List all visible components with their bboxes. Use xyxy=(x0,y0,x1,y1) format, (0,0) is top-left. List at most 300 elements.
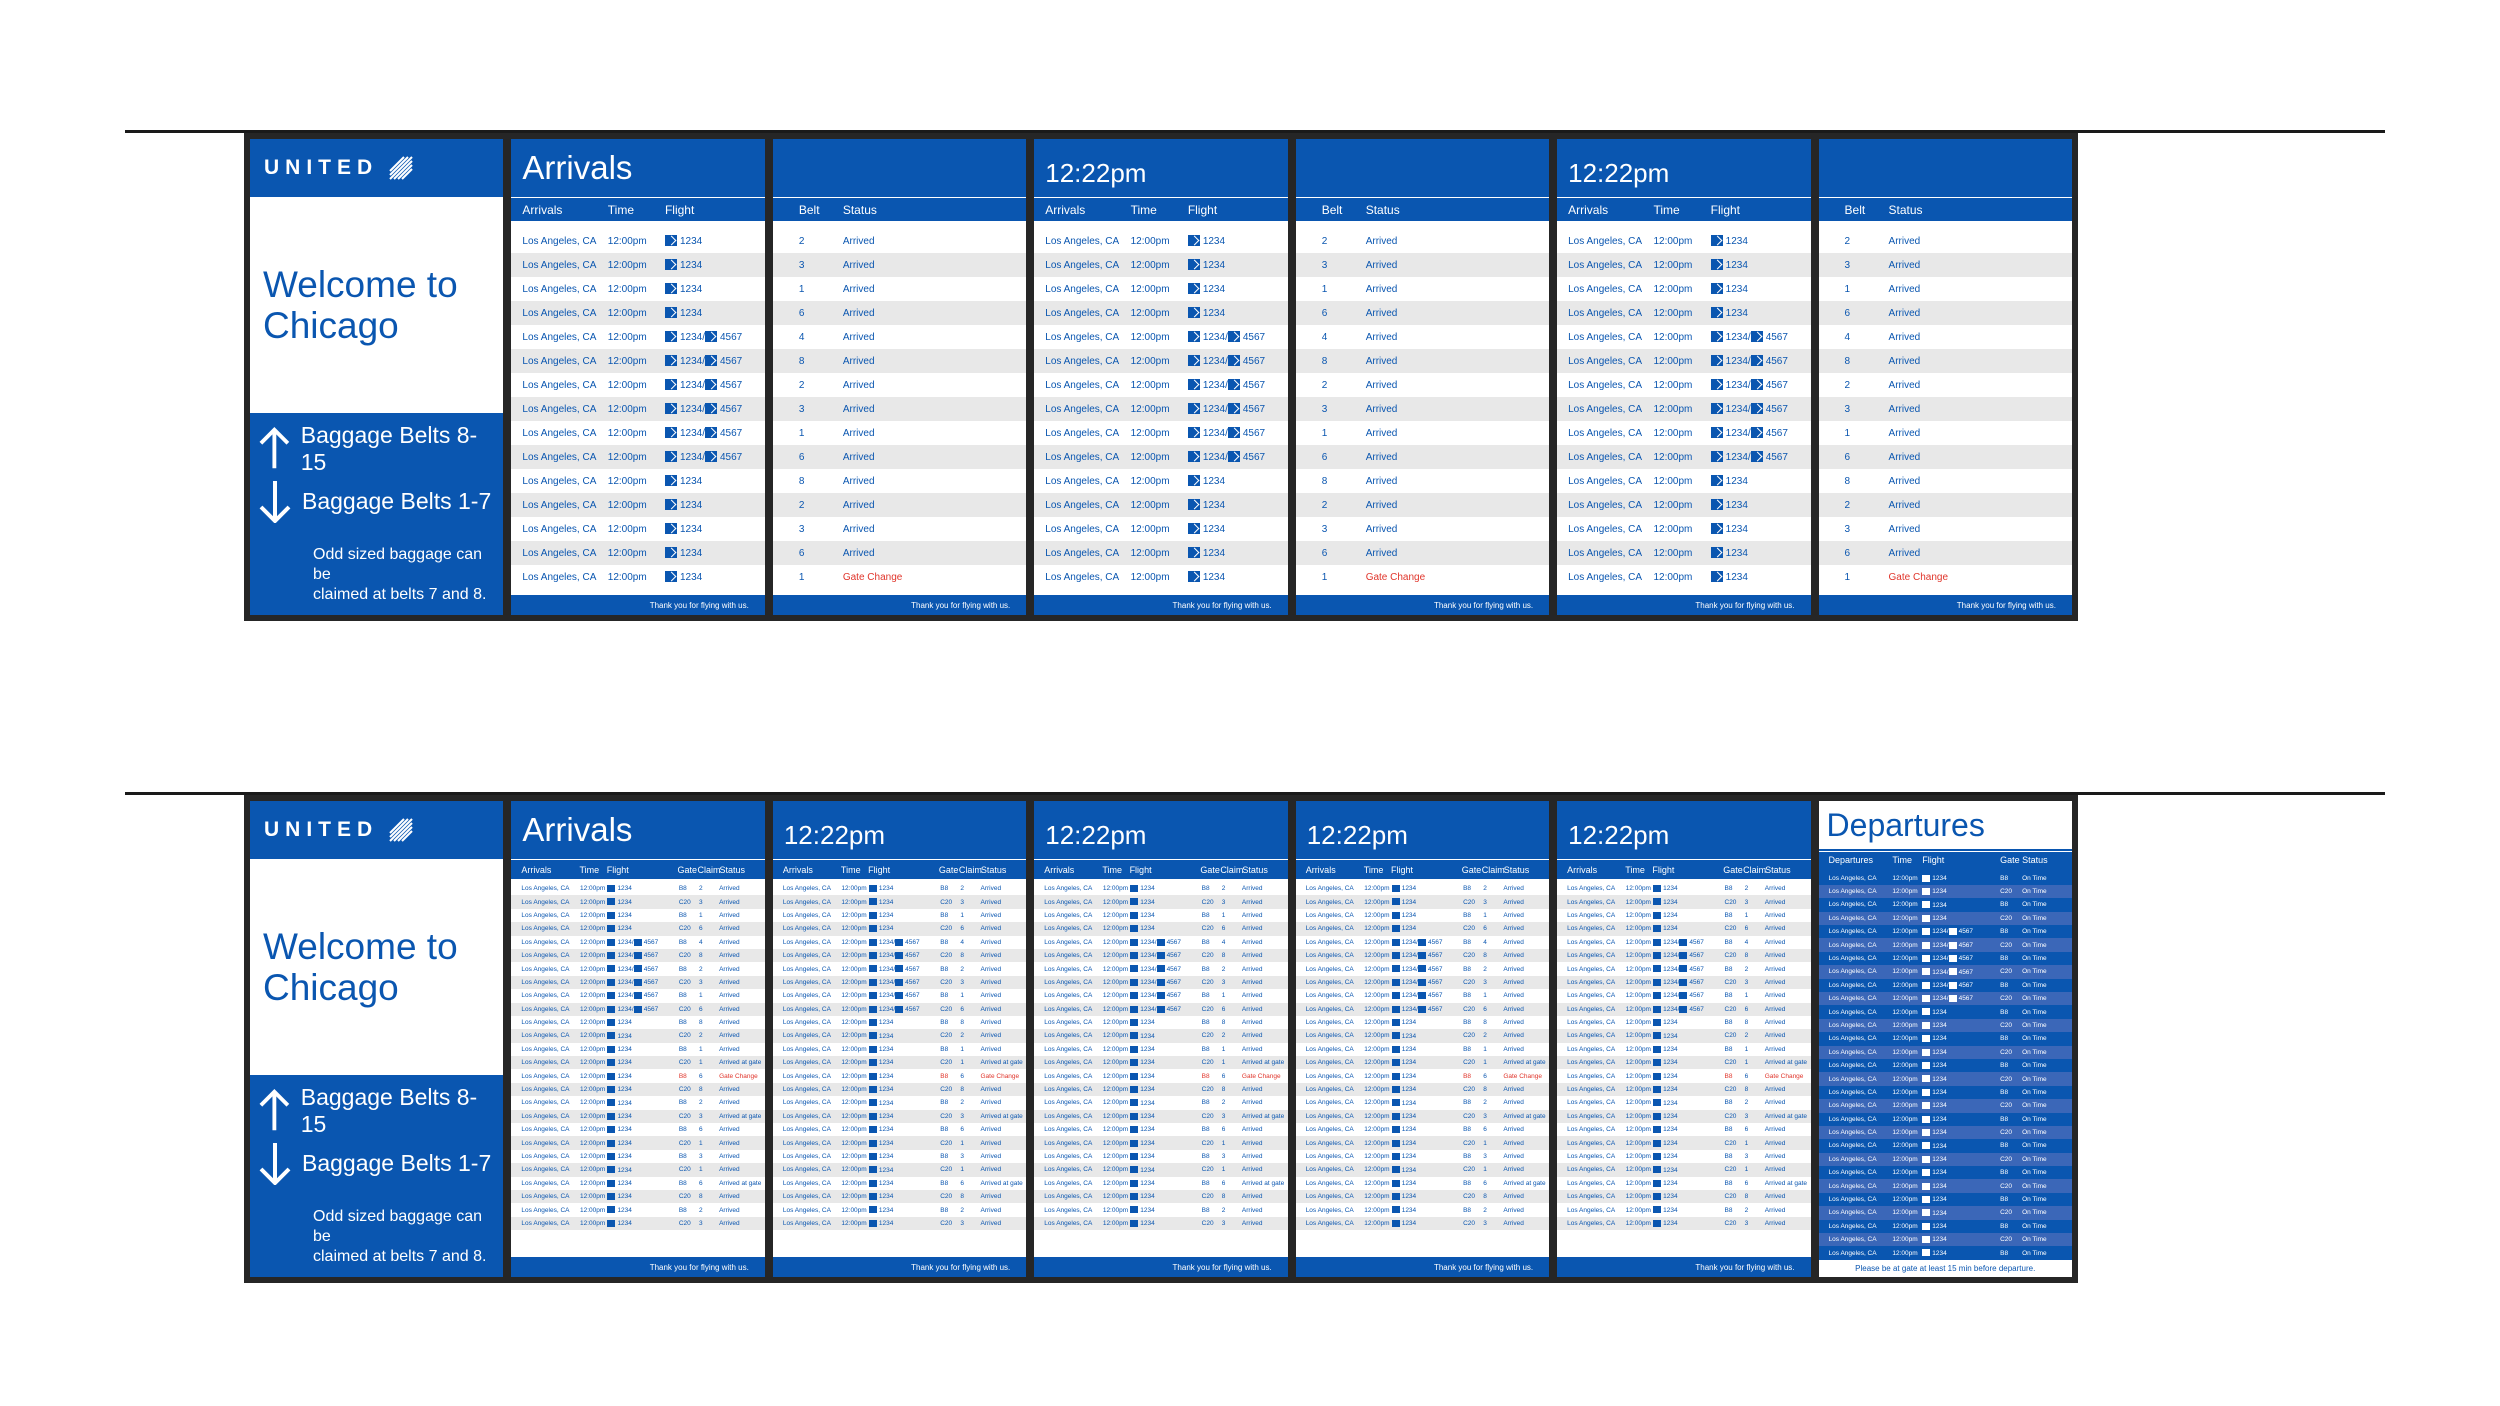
status-cell: Arrived xyxy=(1241,1045,1263,1053)
status-cell: Arrived xyxy=(980,885,1002,893)
united-mini-icon xyxy=(1922,1116,1930,1123)
status-cell: Arrived xyxy=(1241,1206,1263,1214)
united-mini-icon xyxy=(1922,1223,1930,1230)
col-flight: Flight xyxy=(1710,202,1740,217)
table-row xyxy=(773,1096,1026,1109)
claim-cell: 1 xyxy=(1483,1045,1487,1053)
city-cell: Los Angeles, CA xyxy=(1568,307,1643,319)
flight-number-2: 4567 xyxy=(1958,995,1974,1003)
flight-cell xyxy=(665,571,765,582)
table-row xyxy=(1296,989,1549,1002)
united-mini-icon xyxy=(1922,995,1930,1002)
belt-cell: 8 xyxy=(1844,355,1851,367)
belt-cell: 2 xyxy=(1321,499,1328,511)
time-cell: 12:00pm xyxy=(1364,925,1390,933)
claim-cell: 3 xyxy=(1221,1219,1226,1227)
united-mini-icon xyxy=(1392,1059,1400,1066)
belt-cell: 3 xyxy=(1844,259,1851,271)
united-mini-icon xyxy=(869,1113,877,1120)
status-cell: Arrived xyxy=(1764,1153,1786,1160)
table-row xyxy=(1296,517,1549,541)
time-cell: 12:00pm xyxy=(579,938,606,946)
status-cell: On Time xyxy=(2022,914,2047,922)
col-status: Status xyxy=(980,864,1007,875)
table-row xyxy=(773,962,1026,975)
flight-number: 1234 xyxy=(878,898,894,906)
screen-footer: Thank you for flying with us. xyxy=(1557,1257,1810,1277)
claim-cell: 1 xyxy=(1483,1139,1487,1147)
flight-number-2: 4567 xyxy=(720,451,743,463)
time-cell: 12:00pm xyxy=(607,307,647,319)
united-mini-icon xyxy=(1922,1049,1930,1056)
flight-number: 1234 xyxy=(1140,898,1155,906)
city-cell: Los Angeles, CA xyxy=(782,992,831,1000)
col-belt: Belt xyxy=(1844,202,1866,217)
table-row xyxy=(1557,1163,1810,1176)
time-cell: 12:00pm xyxy=(1892,1155,1918,1163)
flight-cell xyxy=(1922,1129,2000,1136)
table-row xyxy=(1557,493,1810,517)
table-row xyxy=(1034,1083,1287,1096)
flight-number: 1234 xyxy=(617,1086,632,1094)
claim-cell: 3 xyxy=(698,1153,703,1160)
city-cell: Los Angeles, CA xyxy=(1828,1249,1877,1257)
flight-cell xyxy=(665,403,765,414)
flight-number: 1234 xyxy=(1932,1142,1947,1150)
claim-cell: 6 xyxy=(698,1005,703,1013)
city-cell: Los Angeles, CA xyxy=(1045,331,1120,343)
united-mini-icon xyxy=(869,1059,877,1066)
gate-cell: C20 xyxy=(940,1166,953,1174)
city-cell: Los Angeles, CA xyxy=(1567,1193,1616,1201)
screen-title xyxy=(773,139,1026,197)
gate-cell: C20 xyxy=(1201,1166,1214,1174)
time-cell: 12:00pm xyxy=(579,1166,606,1174)
time-cell: 12:00pm xyxy=(1364,1219,1390,1227)
welcome-title: Welcome to Chicago xyxy=(263,264,458,346)
belt-cell: 1 xyxy=(798,283,805,295)
flight-cell xyxy=(1653,1019,1724,1026)
table-row xyxy=(1557,1136,1810,1149)
time-cell: 12:00pm xyxy=(1364,1139,1390,1147)
united-mini-icon xyxy=(665,259,677,270)
flight-cell xyxy=(607,1019,678,1026)
gate-cell: B8 xyxy=(2000,1008,2009,1016)
flight-number: 1234 xyxy=(1202,259,1226,271)
flight-number: 1234 xyxy=(878,965,894,973)
table-row xyxy=(511,1150,764,1163)
table-row xyxy=(773,1177,1026,1190)
status-cell: Arrived at gate xyxy=(980,1059,1023,1067)
belt-screen-3 xyxy=(1819,139,2072,615)
claim-cell: 6 xyxy=(698,1072,703,1080)
united-mini-icon xyxy=(607,992,615,999)
flight-number-2: 4567 xyxy=(1427,992,1443,1000)
united-mini-icon xyxy=(1157,1006,1165,1013)
table-row xyxy=(511,1096,764,1109)
flight-number-2: 4567 xyxy=(1689,952,1704,960)
claim-cell: 1 xyxy=(1221,992,1226,1000)
belt-cell: 3 xyxy=(798,523,805,535)
time-cell: 12:00pm xyxy=(1653,451,1693,463)
col-gate: Gate xyxy=(1461,864,1482,875)
time-cell: 12:00pm xyxy=(1102,885,1129,893)
column-header xyxy=(1557,859,1810,879)
gate-cell: C20 xyxy=(1463,1219,1476,1227)
status-cell: Arrived xyxy=(719,1005,740,1013)
united-mini-icon xyxy=(1392,965,1400,972)
belt-cell: 8 xyxy=(798,475,805,487)
rows-list xyxy=(1819,868,2072,1259)
departures-screen xyxy=(1819,801,2072,1277)
flight-cell xyxy=(1130,965,1201,972)
table-row xyxy=(1819,1126,2072,1139)
welcome-screen xyxy=(250,139,503,615)
city-cell: Los Angeles, CA xyxy=(1044,1179,1093,1187)
table-row xyxy=(1819,1046,2072,1059)
flight-number-2: 4567 xyxy=(1242,451,1266,463)
united-mini-icon xyxy=(1711,547,1723,558)
table-row xyxy=(1819,885,2072,898)
claim-cell: 8 xyxy=(960,1019,964,1027)
gate-cell: C20 xyxy=(1201,898,1214,906)
claim-cell: 2 xyxy=(960,885,964,893)
flight-cell xyxy=(607,1006,678,1013)
status-cell: Arrived xyxy=(1764,1045,1786,1053)
flight-number: 1234 xyxy=(617,1072,632,1080)
united-mini-icon xyxy=(1711,259,1723,270)
status-cell: Arrived xyxy=(1764,1086,1786,1094)
united-mini-icon xyxy=(869,1126,877,1133)
status-cell: Arrived xyxy=(1764,1193,1786,1201)
united-mini-icon xyxy=(607,1220,615,1227)
flight-number: 1234 xyxy=(1401,1059,1417,1067)
table-row xyxy=(773,989,1026,1002)
gate-cell: B8 xyxy=(678,1179,687,1187)
united-mini-icon xyxy=(1653,1086,1661,1093)
city-cell: Los Angeles, CA xyxy=(1567,1086,1616,1094)
flight-number: 1234 xyxy=(1725,235,1748,247)
gate-cell: B8 xyxy=(1724,1153,1733,1160)
flight-number-2: 4567 xyxy=(1427,1005,1443,1013)
table-row xyxy=(511,1190,764,1203)
claim-cell: 6 xyxy=(698,925,703,933)
flight-number: 1234 xyxy=(1725,475,1748,487)
city-cell: Los Angeles, CA xyxy=(1567,978,1616,986)
table-row xyxy=(1557,301,1810,325)
arrivals-screen-2 xyxy=(1034,139,1287,615)
united-mini-icon xyxy=(1228,451,1240,462)
city-cell: Los Angeles, CA xyxy=(1045,235,1120,247)
status-cell: Arrived xyxy=(1888,451,1921,463)
status-cell: Arrived xyxy=(1241,965,1263,973)
time-cell: 12:00pm xyxy=(579,1099,606,1107)
united-mini-icon xyxy=(1653,1099,1661,1106)
status-cell: Arrived xyxy=(842,475,875,487)
united-mini-icon xyxy=(634,952,642,959)
table-row xyxy=(1034,1096,1287,1109)
city-cell: Los Angeles, CA xyxy=(1305,1099,1354,1107)
table-row xyxy=(1034,1003,1287,1016)
flight-cell xyxy=(1188,547,1288,558)
status-cell: On Time xyxy=(2022,888,2047,896)
claim-cell: 6 xyxy=(1744,925,1749,933)
time-cell: 12:00pm xyxy=(1364,938,1390,946)
city-cell: Los Angeles, CA xyxy=(782,1139,831,1147)
time-cell: 12:00pm xyxy=(607,235,647,247)
flight-number: 1234 xyxy=(1202,475,1226,487)
flight-number-2: 4567 xyxy=(1689,979,1704,987)
status-cell: Arrived at gate xyxy=(1503,1059,1546,1067)
arrivals-screen-3 xyxy=(1557,139,1810,615)
city-cell: Los Angeles, CA xyxy=(1044,1019,1093,1027)
city-cell: Los Angeles, CA xyxy=(1305,911,1354,919)
status-cell: Arrived xyxy=(1764,1126,1786,1134)
city-cell: Los Angeles, CA xyxy=(782,1166,831,1174)
claim-cell: 1 xyxy=(1221,1166,1226,1174)
status-cell: Arrived xyxy=(1503,1005,1524,1013)
city-cell: Los Angeles, CA xyxy=(521,1059,570,1067)
claim-cell: 8 xyxy=(698,1019,703,1027)
status-cell: Arrived xyxy=(719,911,740,919)
flight-number: 1234 xyxy=(1401,992,1417,1000)
flight-number-2: 4567 xyxy=(1166,979,1182,987)
time-cell: 12:00pm xyxy=(1364,898,1390,906)
claim-cell: 8 xyxy=(698,1086,703,1094)
table-row xyxy=(1034,1056,1287,1069)
flight-cell xyxy=(1392,885,1463,892)
flight-number: 1234 xyxy=(1663,912,1678,920)
flight-cell xyxy=(607,1126,678,1133)
united-mini-icon xyxy=(1922,1142,1930,1149)
united-mini-icon xyxy=(634,939,642,946)
city-cell: Los Angeles, CA xyxy=(1828,1209,1877,1217)
flight-cell xyxy=(869,1140,940,1147)
belt-cell: 1 xyxy=(1844,427,1851,439)
table-row xyxy=(1034,565,1287,589)
col-status: Status xyxy=(842,202,877,217)
flight-cell xyxy=(607,992,678,999)
flight-number: 1234 xyxy=(617,965,632,973)
flight-number: 1234 xyxy=(617,992,632,1000)
gate-cell: B8 xyxy=(1201,938,1210,946)
time-cell: 12:00pm xyxy=(841,1019,867,1027)
screen-title xyxy=(1296,139,1549,197)
top-display-bank xyxy=(244,133,2078,621)
time-cell: 12:00pm xyxy=(1625,1206,1651,1214)
city-cell: Los Angeles, CA xyxy=(1044,1153,1093,1160)
united-mini-icon xyxy=(1130,1140,1138,1147)
united-mini-icon xyxy=(1392,1099,1400,1106)
flight-number: 1234 xyxy=(1725,307,1748,319)
city-cell: Los Angeles, CA xyxy=(1305,1032,1354,1040)
table-row xyxy=(511,882,764,895)
table-row xyxy=(1034,517,1287,541)
status-cell: Arrived xyxy=(719,885,740,893)
flight-cell xyxy=(1922,1075,2000,1082)
claim-cell: 6 xyxy=(960,1072,964,1080)
claim-cell: 4 xyxy=(960,938,964,946)
city-cell: Los Angeles, CA xyxy=(521,1153,570,1160)
table-row xyxy=(511,517,764,541)
belt-cell: 8 xyxy=(1321,355,1328,367)
city-cell: Los Angeles, CA xyxy=(1828,1062,1877,1070)
flight-number-2: 4567 xyxy=(1765,427,1788,439)
status-cell: Arrived at gate xyxy=(1503,1179,1546,1187)
table-row xyxy=(511,253,764,277)
table-row xyxy=(1557,373,1810,397)
flight-number-2: 4567 xyxy=(720,379,743,391)
flight-cell xyxy=(1711,259,1811,270)
rows-list xyxy=(773,879,1026,1257)
table-row xyxy=(1557,565,1810,589)
flight-number: 1234 xyxy=(1663,1153,1678,1161)
flight-number: 1234 xyxy=(679,427,703,439)
table-row xyxy=(511,1217,764,1230)
table-row xyxy=(773,909,1026,922)
col-time: Time xyxy=(1130,202,1157,217)
gate-cell: C20 xyxy=(1201,952,1214,960)
flight-cell xyxy=(1392,1193,1463,1200)
gate-cell: C20 xyxy=(1463,1032,1476,1040)
table-row xyxy=(1034,469,1287,493)
time-cell: 12:00pm xyxy=(1102,1153,1129,1160)
flight-number: 1234 xyxy=(1401,1019,1417,1027)
city-cell: Los Angeles, CA xyxy=(1828,1196,1877,1204)
status-cell: Arrived xyxy=(1365,331,1398,343)
table-row xyxy=(1557,1177,1810,1190)
table-row xyxy=(1296,1069,1549,1082)
flight-cell xyxy=(1711,451,1811,462)
city-cell: Los Angeles, CA xyxy=(522,523,597,535)
table-row xyxy=(1819,277,2072,301)
city-cell: Los Angeles, CA xyxy=(521,1019,570,1027)
flight-number: 1234 xyxy=(1725,427,1748,439)
united-mini-icon xyxy=(1653,1113,1661,1120)
gate-cell: B8 xyxy=(2000,874,2009,882)
flight-cell xyxy=(1922,915,2000,922)
gate-cell: C20 xyxy=(2000,1102,2013,1110)
status-cell: Arrived xyxy=(1888,283,1921,295)
status-cell: Arrived xyxy=(1365,235,1398,247)
united-mini-icon xyxy=(1130,885,1138,892)
table-row xyxy=(773,373,1026,397)
table-row xyxy=(1819,1139,2072,1152)
united-mini-icon xyxy=(1130,965,1138,972)
flight-number: 1234 xyxy=(878,1099,894,1107)
gate-cell: B8 xyxy=(2000,1249,2009,1257)
time-cell: 12:00pm xyxy=(841,885,867,893)
flight-number-2: 4567 xyxy=(1166,965,1182,973)
flight-cell xyxy=(607,898,678,905)
time-cell: 12:00pm xyxy=(1102,1219,1129,1227)
flight-number: 1234 xyxy=(617,1099,632,1107)
claim-cell: 2 xyxy=(1483,1032,1487,1040)
claim-cell: 6 xyxy=(1221,1126,1226,1134)
flight-number: 1234 xyxy=(1140,992,1155,1000)
table-row xyxy=(773,1056,1026,1069)
time-cell: 12:00pm xyxy=(579,992,606,1000)
city-cell: Los Angeles, CA xyxy=(1044,1045,1093,1053)
flight-number: 1234 xyxy=(1663,952,1678,960)
flight-number: 1234 xyxy=(1140,1059,1155,1067)
united-mini-icon xyxy=(1653,965,1661,972)
time-cell: 12:00pm xyxy=(841,898,867,906)
table-row xyxy=(1296,922,1549,935)
gate-cell: C20 xyxy=(940,1032,953,1040)
col-gate: Gate xyxy=(2000,855,2020,866)
status-cell: Arrived xyxy=(719,1032,740,1040)
flight-number: 1234 xyxy=(617,1019,632,1027)
table-row xyxy=(773,493,1026,517)
united-mini-icon xyxy=(607,885,615,892)
status-cell: Arrived xyxy=(1503,1086,1524,1094)
belt-cell: 4 xyxy=(798,331,805,343)
flight-number: 1234 xyxy=(617,1032,632,1040)
flight-number: 1234 xyxy=(679,259,703,271)
city-cell: Los Angeles, CA xyxy=(1828,968,1877,976)
flight-number: 1234 xyxy=(1932,1048,1947,1056)
city-cell: Los Angeles, CA xyxy=(1045,283,1120,295)
flight-cell xyxy=(1392,1126,1463,1133)
gate-cell: C20 xyxy=(1724,898,1737,906)
table-row xyxy=(1819,952,2072,965)
united-mini-icon xyxy=(1130,1193,1138,1200)
flight-number-2: 4567 xyxy=(1242,355,1266,367)
flight-cell xyxy=(1130,979,1201,986)
column-header xyxy=(1557,197,1810,221)
table-row xyxy=(1296,349,1549,373)
city-cell: Los Angeles, CA xyxy=(1568,331,1643,343)
status-cell: Arrived xyxy=(1241,1153,1263,1160)
united-mini-icon xyxy=(1392,992,1400,999)
status-cell: Arrived xyxy=(1764,1099,1786,1107)
city-cell: Los Angeles, CA xyxy=(1305,1126,1354,1134)
time-cell: 12:00pm xyxy=(1653,355,1693,367)
gate-cell: C20 xyxy=(940,1112,953,1120)
flight-cell xyxy=(1130,1006,1201,1013)
flight-number: 1234 xyxy=(1663,1112,1678,1120)
time-cell: 12:00pm xyxy=(1130,427,1170,439)
flight-cell xyxy=(1130,1206,1201,1213)
city-cell: Los Angeles, CA xyxy=(782,1153,831,1160)
time-cell: 12:00pm xyxy=(1625,898,1651,906)
time-cell: 12:00pm xyxy=(841,1072,867,1080)
status-cell: Arrived at gate xyxy=(1764,1059,1808,1067)
city-cell: Los Angeles, CA xyxy=(782,1032,831,1040)
table-row xyxy=(1034,421,1287,445)
status-cell: Arrived xyxy=(980,1153,1002,1160)
flight-cell xyxy=(1392,925,1463,932)
united-mini-icon xyxy=(1653,1166,1661,1173)
screen-title xyxy=(1819,139,2072,197)
united-mini-icon xyxy=(1949,928,1957,935)
table-row xyxy=(1296,949,1549,962)
claim-cell: 8 xyxy=(1744,952,1749,960)
status-cell: Arrived xyxy=(1241,885,1263,893)
city-cell: Los Angeles, CA xyxy=(1305,1206,1354,1214)
column-header xyxy=(1296,859,1549,879)
flight-cell xyxy=(1711,283,1811,294)
rows-list xyxy=(511,879,764,1257)
claim-cell: 6 xyxy=(1221,925,1226,933)
gate-cell: C20 xyxy=(678,1193,691,1201)
table-row xyxy=(1819,325,2072,349)
time-cell: 12:00pm xyxy=(1364,1072,1390,1080)
table-row xyxy=(1819,1019,2072,1032)
belt-cell: 6 xyxy=(798,451,805,463)
city-cell: Los Angeles, CA xyxy=(1828,1115,1877,1123)
